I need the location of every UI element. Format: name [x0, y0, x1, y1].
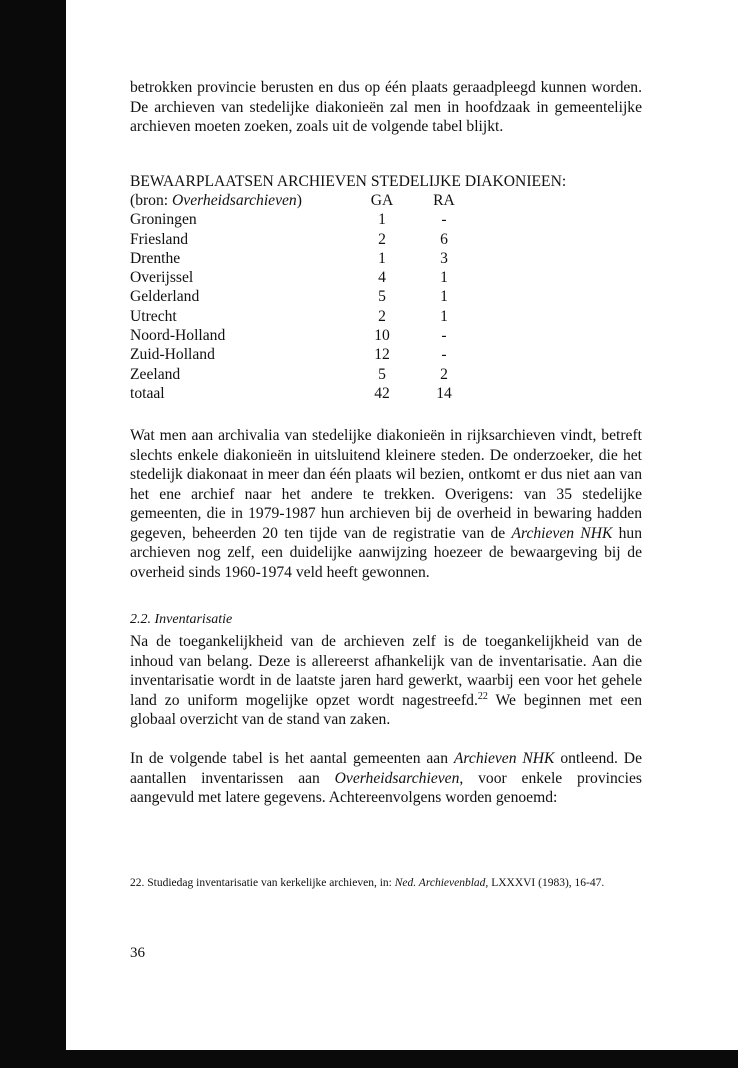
- row-ra: -: [441, 211, 447, 229]
- archive-table: [130, 191, 484, 403]
- table-row: [130, 249, 484, 268]
- row-ga: 2: [378, 307, 386, 325]
- scan-left-border: [0, 0, 66, 1068]
- table-row: [130, 268, 484, 287]
- footnote-ref: 22: [477, 690, 488, 702]
- row-ga: 1: [378, 249, 386, 267]
- table-row: [130, 287, 484, 306]
- table-header-row: [130, 191, 484, 210]
- paragraph-volgende-tabel: In de volgende tabel is het aantal gemeenten aan Archieven NHK ontleend. De aantallen inventarissen aan Overheidsarchieven, voor enkele provincies aangevuld met latere gegevens. Achtereenvolgens worden genoemd:: [130, 750, 642, 806]
- row-name: totaal: [130, 384, 165, 402]
- table-row: [130, 384, 484, 403]
- row-ra: -: [441, 327, 447, 345]
- row-ga: 12: [374, 346, 390, 364]
- row-ra: 2: [440, 365, 448, 383]
- paragraph-archivalia: Wat men aan archivalia van stedelijke diakonieën in rijksarchieven vindt, betreft slechts enkele diakonieën in uitsluitend kleinere steden. De onderzoeker, die het stedelijk diakonaat in meer dan één plaats wil bezien, ontkomt er dus niet aan van het ene archief naar het andere te trekken. Overigens: van 35 stedelijke gemeenten, die in 1979-1987 hun archieven bij de overheid in bewaring hadden gegeven, beheerden 20 ten tijde van de registratie van de Archieven NHK hun archieven nog zelf, een duidelijke aanwijzing hoezeer de bewaargeving bij de overheid sinds 1960-1974 veld heeft gewonnen.: [130, 427, 642, 581]
- row-ra: -: [441, 346, 447, 364]
- row-name: Zuid-Holland: [130, 346, 215, 364]
- table-row: [130, 210, 484, 229]
- row-ra: 14: [436, 384, 452, 402]
- row-ga: 1: [378, 211, 386, 229]
- row-ga: 4: [378, 269, 386, 287]
- row-ga: 42: [374, 384, 390, 402]
- row-ra: 1: [440, 288, 448, 306]
- table-source-cell: (bron: Overheidsarchieven): [130, 192, 302, 209]
- table-row: [130, 345, 484, 364]
- row-name: Drenthe: [130, 249, 181, 267]
- row-ga: 5: [378, 365, 386, 383]
- paragraph-inventarisatie: Na de toegankelijkheid van de archieven zelf is de toegankelijkheid van de inhoud van belang. Deze is allereerst afhankelijk van de inventarisatie. Aan die inventarisatie wordt in de laatste jaren hard gewerkt, waarbij een voor het gehele land zo uniform mogelijke opzet wordt nagestreefd.$^{22}$ We beginnen met een globaal overzicht van de stand van zaken.: [130, 633, 642, 728]
- row-name: Zeeland: [130, 365, 181, 383]
- section-heading: 2.2. Inventarisatie: [130, 612, 233, 627]
- column-header-ga: GA: [370, 192, 394, 209]
- row-name: Noord-Holland: [130, 327, 226, 345]
- row-ga: 2: [378, 230, 386, 248]
- paragraph-intro: betrokken provincie berusten en dus op één plaats geraadpleegd kunnen worden. De archieven van stedelijke diakonieën zal men in hoofdzaak in gemeentelijke archieven moeten zoeken, zoals uit de volgende tabel blijkt.: [130, 79, 642, 135]
- table-row: [130, 307, 484, 326]
- row-ra: 6: [440, 230, 448, 248]
- row-ra: 3: [440, 249, 448, 267]
- table-title: BEWAARPLAATSEN ARCHIEVEN STEDELIJKE DIAKONIEEN:: [130, 173, 567, 190]
- table-row: [130, 365, 484, 384]
- row-name: Friesland: [130, 230, 189, 248]
- row-name: Utrecht: [130, 307, 177, 325]
- row-ga: 10: [374, 327, 390, 345]
- source-name: Overheidsarchieven: [172, 192, 297, 209]
- row-name: Gelderland: [130, 288, 200, 306]
- table-row: [130, 230, 484, 249]
- row-name: Groningen: [130, 211, 197, 229]
- row-ga: 5: [378, 288, 386, 306]
- page-number: 36: [130, 945, 145, 961]
- table-row: [130, 326, 484, 345]
- row-ra: 1: [440, 269, 448, 287]
- row-ra: 1: [440, 307, 448, 325]
- column-header-ra: RA: [433, 192, 455, 209]
- scan-bottom-border: [0, 1050, 738, 1068]
- footnote: 22. Studiedag inventarisatie van kerkelijke archieven, in: Ned. Archievenblad, LXXXVI (1983), 16-47.: [130, 877, 605, 889]
- row-name: Overijssel: [130, 269, 194, 287]
